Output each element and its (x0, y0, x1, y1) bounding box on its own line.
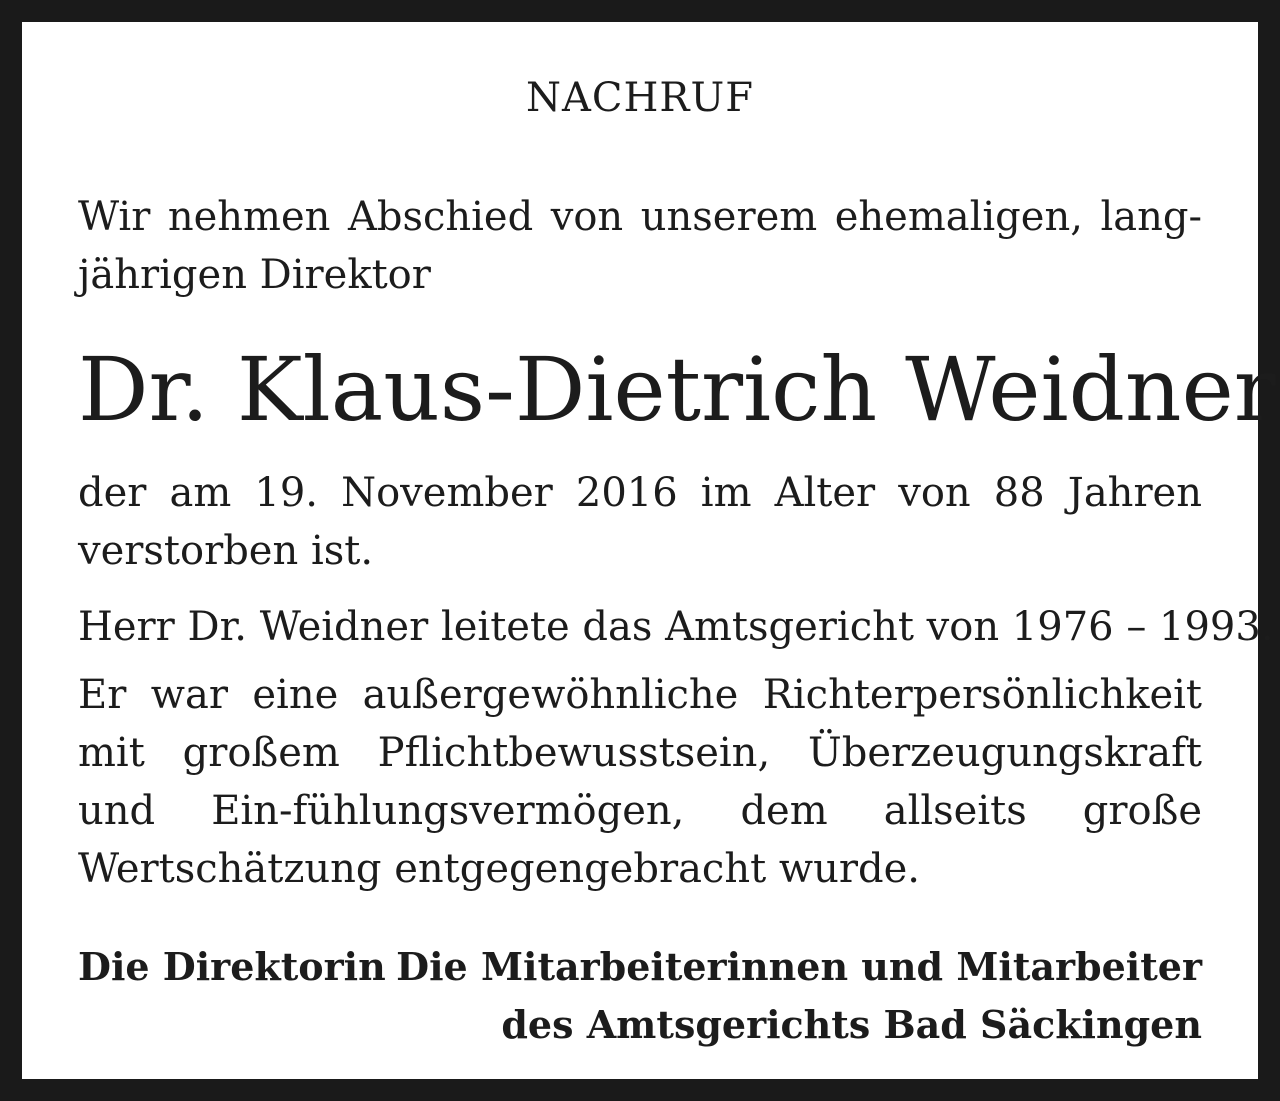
notice-heading: NACHRUF (526, 75, 754, 121)
intro-paragraph: Wir nehmen Abschied von unserem ehemaligen, lang-jährigen Direktor (78, 194, 1202, 298)
deceased-name: Dr. Klaus-Dietrich Weidner (78, 338, 1276, 441)
death-paragraph: der am 19. November 2016 im Alter von 88 Jahren verstorben ist. (78, 470, 1202, 574)
signature-staff-line2: des Amtsgerichts Bad Säckingen (501, 1002, 1202, 1047)
signature-staff (396, 938, 1202, 1054)
signature-staff-line1: Die Mitarbeiterinnen und Mitarbeiter (396, 944, 1202, 989)
tenure-paragraph: Herr Dr. Weidner leitete das Amtsgericht von 1976 – 1993. (78, 604, 1274, 650)
character-paragraph: Er war eine außergewöhnliche Richterpersönlichkeit mit großem Pflichtbewusstsein, Überzeugungskraft und Ein-fühlungsvermögen, dem allseits große Wertschätzung entgegengebracht wurde. (78, 672, 1202, 892)
signature-director: Die Direktorin (78, 944, 386, 989)
